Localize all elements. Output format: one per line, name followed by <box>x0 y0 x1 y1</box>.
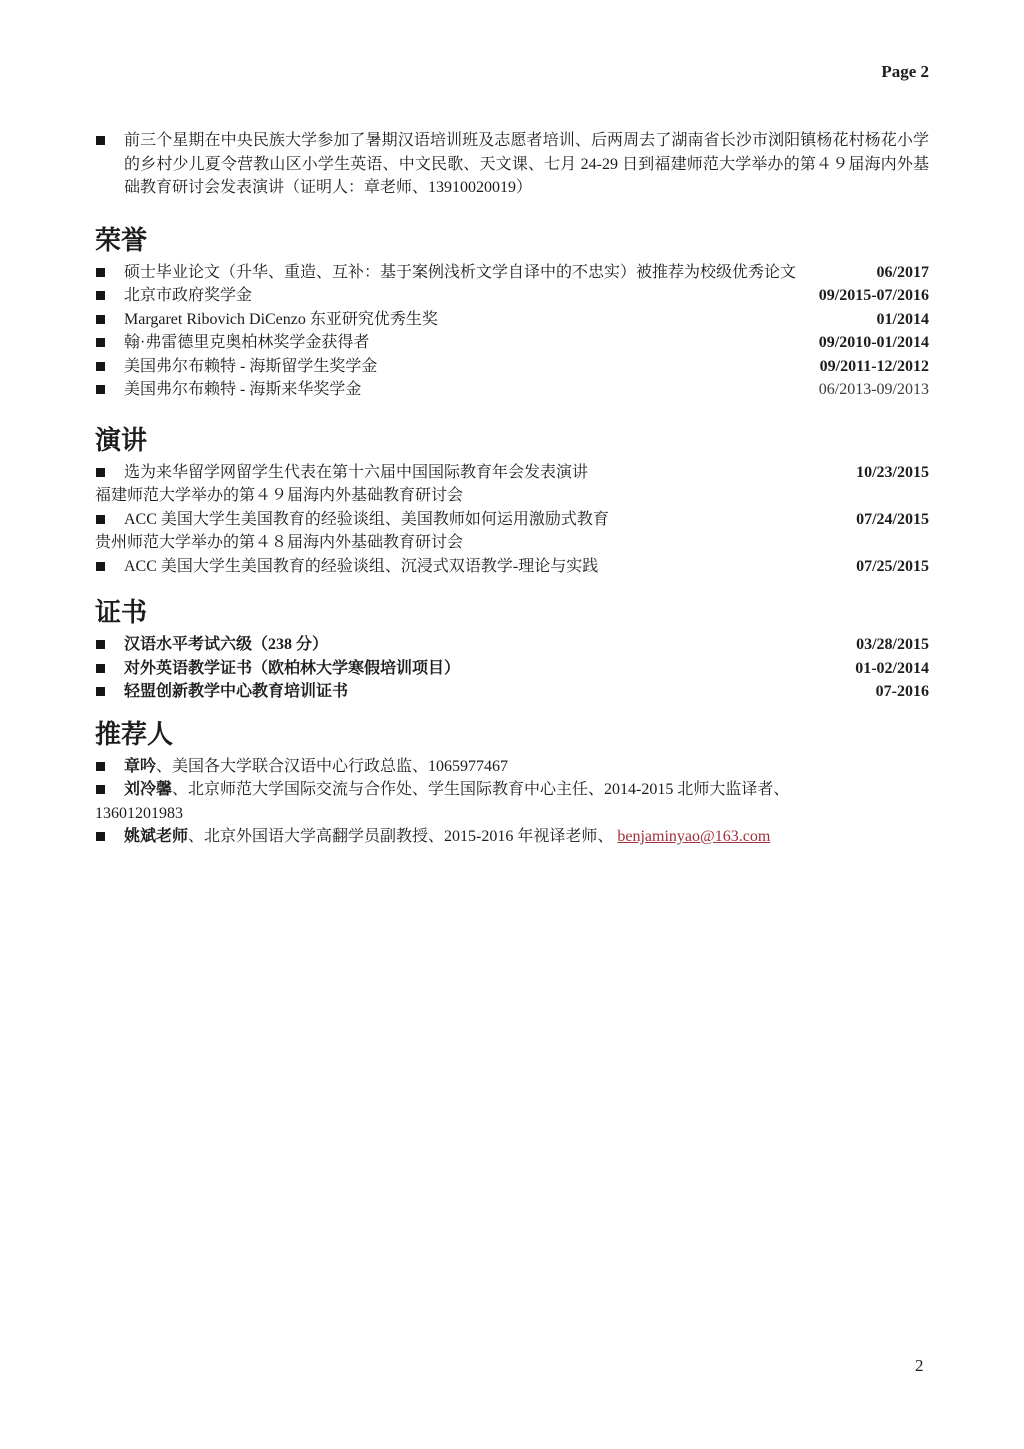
bullet-square-icon <box>96 136 105 145</box>
bullet-square-icon <box>96 362 105 371</box>
presentation-text: ACC 美国大学生美国教育的经验谈组、沉浸式双语教学-理论与实践 <box>124 557 599 575</box>
section-presentations <box>95 424 929 579</box>
reference-detail: 、美国各大学联合汉语中心行政总监、1065977467 <box>156 757 509 775</box>
bullet-square-icon <box>96 468 105 477</box>
presentation-date: 07/24/2015 <box>856 510 929 528</box>
honor-item <box>95 331 929 355</box>
honor-text: 北京市政府奖学金 <box>124 287 253 304</box>
presentation-date: 10/23/2015 <box>856 463 929 481</box>
reference-name: 姚斌老师 <box>124 828 189 845</box>
certificate-date: 07-2016 <box>875 683 929 700</box>
presentation-item <box>95 508 929 532</box>
presentation-item <box>95 461 929 485</box>
honor-date: 01/2014 <box>876 310 929 328</box>
honor-date: 09/2015-07/2016 <box>818 287 929 304</box>
reference-item <box>95 825 929 849</box>
honor-text: 硕士毕业论文（升华、重造、互补：基于案例浅析文学自译中的不忠实）被推荐为校级优秀论文 <box>124 263 797 281</box>
presentation-date: 07/25/2015 <box>856 557 929 575</box>
bullet-square-icon <box>96 515 105 524</box>
bullet-square-icon <box>96 291 105 300</box>
section-title-honors: 荣誉 <box>95 225 148 255</box>
reference-name: 章吟 <box>124 757 157 775</box>
bullet-square-icon <box>96 785 105 794</box>
bullet-square-icon <box>96 385 105 394</box>
reference-name: 刘冷馨 <box>124 781 173 798</box>
bullet-square-icon <box>96 832 105 841</box>
reference-text <box>124 778 929 802</box>
honor-text: 翰·弗雷德里克奥柏林奖学金获得者 <box>124 334 370 351</box>
presentation-text: 选为来华留学网留学生代表在第十六届中国国际教育年会发表演讲 <box>124 463 589 481</box>
presentation-text: ACC 美国大学生美国教育的经验谈组、美国教师如何运用激励式教育 <box>124 510 609 528</box>
section-certificates <box>95 596 929 704</box>
section-title-presentations: 演讲 <box>95 425 148 455</box>
reference-text <box>124 825 929 849</box>
honor-item <box>95 378 929 402</box>
certificate-item <box>95 657 929 681</box>
certificate-item <box>95 680 929 704</box>
reference-detail: 、北京师范大学国际交流与合作处、学生国际教育中心主任、2014-2015 北师大监译者、 <box>172 781 790 798</box>
honor-text: Margaret Ribovich DiCenzo 东亚研究优秀生奖 <box>124 310 438 328</box>
bullet-square-icon <box>96 664 105 673</box>
honor-item <box>95 261 929 285</box>
bullet-square-icon <box>96 338 105 347</box>
certificate-date: 03/28/2015 <box>856 636 929 653</box>
presentation-note: 福建师范大学举办的第４９届海内外基础教育研讨会 <box>95 487 464 504</box>
presentation-item <box>95 555 929 579</box>
page-number <box>915 1356 924 1371</box>
certificate-item <box>95 633 929 657</box>
bullet-square-icon <box>96 562 105 571</box>
honor-text: 美国弗尔布赖特 - 海斯来华奖学金 <box>124 381 362 398</box>
honor-item <box>95 308 929 332</box>
honor-item <box>95 284 929 308</box>
honor-date: 06/2017 <box>876 263 929 281</box>
section-title-certificates: 证书 <box>95 598 148 627</box>
bullet-square-icon <box>96 640 105 649</box>
honor-date: 09/2011-12/2012 <box>819 357 929 375</box>
certificate-text: 对外英语教学证书（欧柏林大学寒假培训项目） <box>124 659 461 677</box>
certificate-text: 轻盟创新教学中心教育培训证书 <box>124 683 349 700</box>
page-number-text: 2 <box>915 1356 924 1371</box>
section-title-references: 推荐人 <box>95 719 174 749</box>
honor-date: 09/2010-01/2014 <box>818 334 929 351</box>
section-honors <box>95 224 929 402</box>
presentation-note: 贵州师范大学举办的第４８届海内外基础教育研讨会 <box>95 534 464 551</box>
honor-item <box>95 355 929 379</box>
page-header: Page 2 <box>881 62 929 81</box>
certificate-text: 汉语水平考试六级（238 分） <box>124 636 329 653</box>
honor-date: 06/2013-09/2013 <box>818 381 929 398</box>
reference-phone: 13601201983 <box>95 804 183 822</box>
intro-item <box>95 129 929 200</box>
bullet-square-icon <box>96 687 105 696</box>
reference-email-link[interactable]: benjaminyao@163.com <box>617 828 771 845</box>
bullet-square-icon <box>96 762 105 771</box>
reference-item <box>95 755 929 779</box>
section-references <box>95 718 929 849</box>
reference-item <box>95 778 929 802</box>
honor-text: 美国弗尔布赖特 - 海斯留学生奖学金 <box>124 357 378 375</box>
bullet-square-icon <box>96 268 105 277</box>
reference-text <box>124 755 929 779</box>
reference-detail: 、北京外国语大学高翻学员副教授、2015-2016 年视译老师、 <box>188 828 618 845</box>
intro-text: 前三个星期在中央民族大学参加了暑期汉语培训班及志愿者培训、后两周去了湖南省长沙市浏阳镇杨花村杨花小学的乡村少儿夏令营教山区小学生英语、中文民歌、天文课、七月 24-29 日到福建师范大学举办的第４９届海内外基础教育研讨会发表演讲（证明人：章老师、13910020019） <box>124 132 929 196</box>
certificate-date: 01-02/2014 <box>855 659 929 677</box>
bullet-square-icon <box>96 315 105 324</box>
